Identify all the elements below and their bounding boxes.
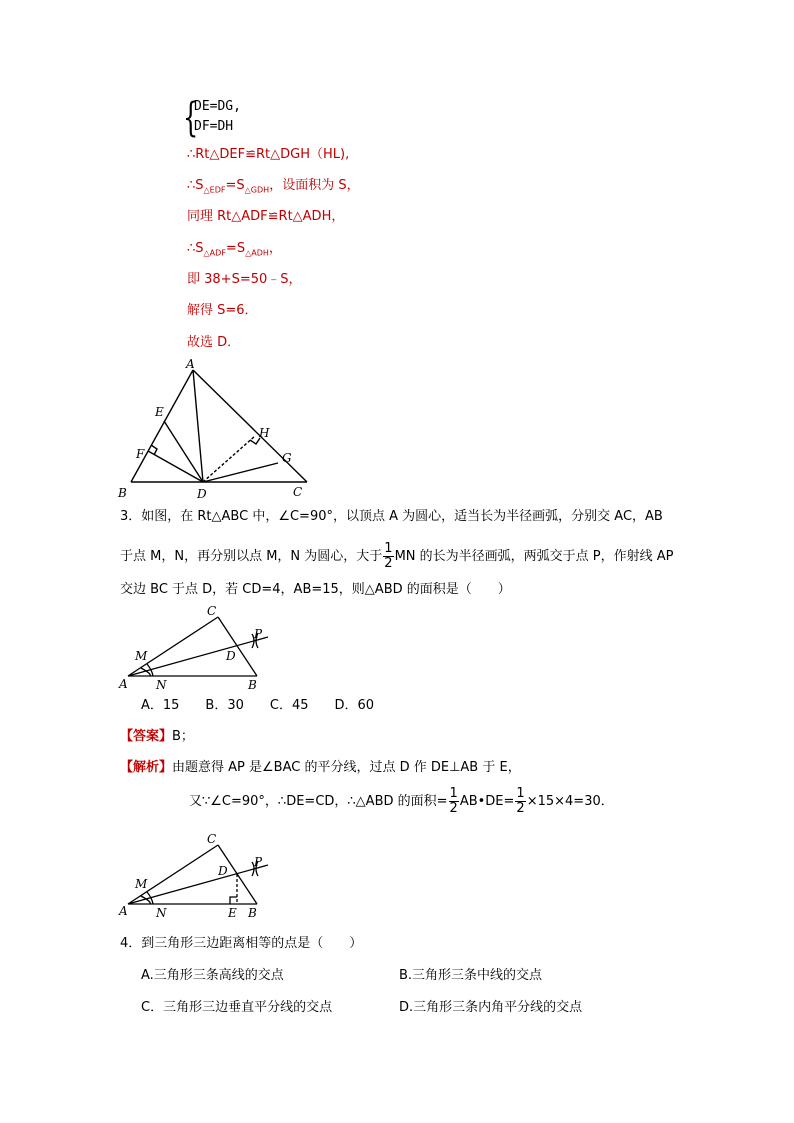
fig3-label-a: A — [119, 904, 128, 918]
system-eq-1: DE=DG, — [194, 99, 241, 114]
solution-line-5: 即 38+S=50﹣S， — [187, 272, 302, 287]
solution-line-2: $\therefore S_{\triangle EDF}=S_{\triangle GDH}$，设面积为 S， — [187, 178, 360, 195]
fig1-label-c: C — [293, 485, 303, 499]
fig2-label-b: B — [248, 678, 257, 692]
q4-option-c: C．三角形三边垂直平分线的交点 — [141, 1000, 333, 1015]
fig1-label-d: D — [197, 487, 207, 501]
solution-line-7: 故选 D． — [187, 335, 241, 350]
fig3-label-e: E — [228, 906, 237, 920]
q3-line-2: 于点 M，N，再分别以点 M，N 为圆心，大于 $\frac{1}{2}$ MN 的长为半径画弧，两弧交于点 P，作射线 AP — [120, 541, 674, 571]
fig3-label-d: D — [218, 864, 228, 878]
fig1-label-b: B — [118, 486, 127, 500]
solution-line-6: 解得 S=6． — [187, 303, 258, 318]
system-eq-2: DF=DH — [194, 119, 234, 134]
q4-option-a: A.三角形三条高线的交点 — [141, 968, 284, 983]
q3-fraction: $\frac{1}{2}$ — [384, 541, 393, 571]
analysis-line-1: 【解析】由题意得 AP 是∠BAC 的平分线，过点 D 作 DE⊥AB 于 E， — [120, 760, 521, 775]
fig1-label-h: H — [259, 426, 270, 440]
q3-line-3: 交边 BC 于点 D，若 CD=4，AB=15，则△ABD 的面积是（ ） — [120, 582, 511, 597]
fig2-label-c: C — [207, 604, 217, 618]
solution-line-3: 同理 Rt△ADF≌Rt△ADH， — [187, 209, 345, 224]
fig1-label-e: E — [155, 405, 164, 419]
q4-option-b: B.三角形三条中线的交点 — [399, 968, 543, 983]
fig2-label-n: N — [156, 678, 167, 692]
fig3-label-b: B — [248, 906, 257, 920]
fig3-label-c: C — [207, 832, 217, 846]
fig2-label-a: A — [119, 677, 128, 691]
fig1-label-g: G — [282, 451, 292, 465]
fig1-label-f: F — [136, 447, 145, 461]
solution-line-4: $\therefore S_{\triangle ADF}=S_{\triangle ADH}$， — [187, 241, 282, 258]
analysis-line-2: 又∵∠C=90°，∴DE=CD，∴△ABD 的面积= $\frac{1}{2}$ AB•DE= $\frac{1}{2}$ ×15×4=30． — [189, 786, 614, 816]
fig3-label-p: P — [254, 855, 263, 869]
q4-stem: 4．到三角形三边距离相等的点是（ ） — [120, 936, 363, 951]
fig2-label-d: D — [226, 649, 236, 663]
fig1-label-a: A — [186, 357, 195, 371]
fig2-label-p: P — [254, 627, 263, 641]
q4-option-d: D.三角形三条内角平分线的交点 — [399, 1000, 583, 1015]
fig2-label-m: M — [135, 649, 148, 663]
q3-line-1: 3．如图，在 Rt△ABC 中，∠C=90°，以顶点 A 为圆心，适当长为半径画弧，分别交 AC，AB — [120, 509, 663, 524]
analysis-fraction-2: $\frac{1}{2}$ — [516, 786, 525, 816]
fig3-label-m: M — [135, 877, 148, 891]
q3-options: A．15 B．30 C．45 D．60 — [141, 698, 375, 713]
solution-line-1: ∴Rt△DEF≌Rt△DGH（HL), — [187, 147, 350, 162]
analysis-fraction-1: $\frac{1}{2}$ — [449, 786, 458, 816]
answer-line: 【答案】B； — [120, 729, 194, 744]
fig3-label-n: N — [156, 906, 167, 920]
system-brace: { — [183, 95, 199, 141]
